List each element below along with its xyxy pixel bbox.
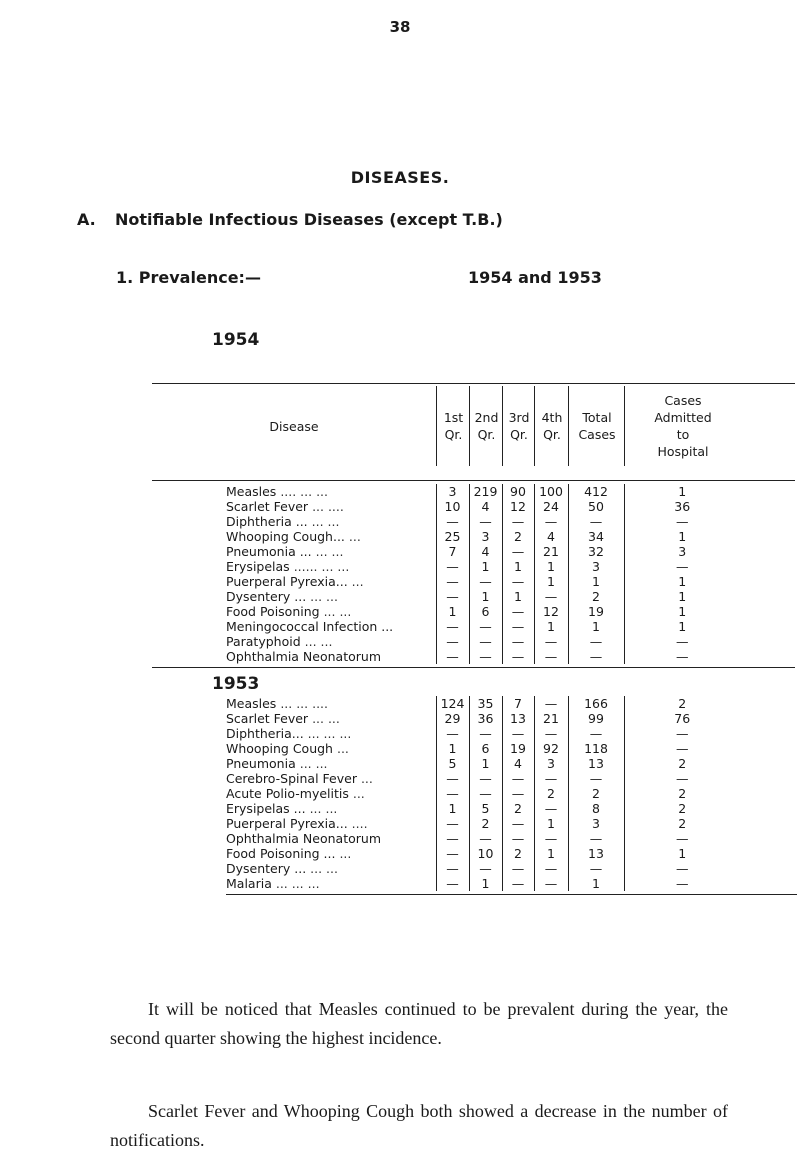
leader-dots: .... ... ... <box>280 484 328 499</box>
q3-cell: — <box>502 604 534 619</box>
disease-name: Measles <box>226 484 277 499</box>
leader-dots: ... ... <box>310 589 338 604</box>
disease-name: Whooping Cough... <box>226 529 345 544</box>
table-row <box>226 831 740 846</box>
leader-dots: ... ... .... <box>280 696 328 711</box>
q1-cell: — <box>436 574 469 589</box>
disease-name: Measles <box>226 696 277 711</box>
disease-cell <box>226 711 436 726</box>
total-cell: 19 <box>568 604 624 619</box>
hospital-cell: 2 <box>624 696 740 711</box>
q1-cell: — <box>436 649 469 664</box>
paragraph-decrease-text: Scarlet Fever and Whooping Cough both showed a decrease in the number of notifications. <box>110 1101 728 1150</box>
leader-dots: ... ... ... <box>307 726 352 741</box>
q3-cell: 1 <box>502 559 534 574</box>
table-1953 <box>226 696 740 891</box>
disease-cell <box>226 846 436 861</box>
leader-dots: .... <box>351 816 368 831</box>
year-heading-1953: 1953 <box>212 674 260 694</box>
hospital-cell: — <box>624 634 740 649</box>
q3-cell: — <box>502 544 534 559</box>
leader-dots: ... ... <box>304 634 333 649</box>
q2-cell: 1 <box>469 876 502 891</box>
disease-name: Puerperal Pyrexia... <box>226 574 348 589</box>
disease-name: Cerebro-Spinal Fever <box>226 771 357 786</box>
disease-name: Dysentery ... <box>226 589 307 604</box>
total-cell: — <box>568 861 624 876</box>
q4-cell: 21 <box>534 544 568 559</box>
header-top-rule <box>152 383 795 384</box>
q1-cell: — <box>436 846 469 861</box>
q3-cell: — <box>502 649 534 664</box>
leader-dots: ... ... <box>312 711 340 726</box>
leader-dots: ... ... ... <box>275 876 320 891</box>
disease-cell <box>226 589 436 604</box>
q3-cell: — <box>502 876 534 891</box>
total-cell: 3 <box>568 559 624 574</box>
total-cell: 32 <box>568 544 624 559</box>
disease-name: Diphtheria ... <box>226 514 308 529</box>
disease-name: Pneumonia <box>226 756 296 771</box>
q1-cell: — <box>436 831 469 846</box>
hospital-cell: 76 <box>624 711 740 726</box>
table-row <box>226 816 740 831</box>
table-row <box>226 861 740 876</box>
leader-dots: ... ... <box>309 801 338 816</box>
total-cell: — <box>568 634 624 649</box>
total-cell: 2 <box>568 589 624 604</box>
q4-cell: — <box>534 876 568 891</box>
total-cell: — <box>568 514 624 529</box>
total-cell: 118 <box>568 741 624 756</box>
column-header-hospital-line1: Cases <box>664 393 702 408</box>
q2-cell: 219 <box>469 484 502 499</box>
q3-cell: — <box>502 619 534 634</box>
total-cell: 8 <box>568 801 624 816</box>
column-header-q2-line1: 2nd <box>474 410 499 425</box>
disease-name: Erysipelas ... <box>226 801 306 816</box>
q4-cell: — <box>534 589 568 604</box>
q2-cell: — <box>469 649 502 664</box>
column-header-q2 <box>469 386 503 466</box>
table-row <box>226 634 740 649</box>
leader-dots: ... <box>352 786 365 801</box>
table-row <box>226 604 740 619</box>
leader-dots: ... <box>339 846 352 861</box>
header-bottom-rule <box>152 480 795 481</box>
q2-cell: 1 <box>469 559 502 574</box>
hospital-cell: — <box>624 771 740 786</box>
column-header-q1-line1: 1st <box>443 410 464 425</box>
q2-cell: — <box>469 786 502 801</box>
disease-cell <box>226 649 436 664</box>
disease-cell <box>226 499 436 514</box>
q2-cell: — <box>469 514 502 529</box>
total-cell: 13 <box>568 756 624 771</box>
q3-cell: — <box>502 634 534 649</box>
q4-cell: 1 <box>534 816 568 831</box>
q2-cell: — <box>469 574 502 589</box>
q3-cell: 2 <box>502 846 534 861</box>
disease-name: Paratyphoid <box>226 634 301 649</box>
q4-cell: — <box>534 649 568 664</box>
hospital-cell: 1 <box>624 574 740 589</box>
disease-name: Puerperal Pyrexia... <box>226 816 348 831</box>
q1-cell: — <box>436 589 469 604</box>
leader-dots: ... ... <box>310 861 338 876</box>
q1-cell: — <box>436 816 469 831</box>
column-header-q2-line2: Qr. <box>477 427 496 442</box>
table-row <box>226 529 740 544</box>
q4-cell: 12 <box>534 604 568 619</box>
table-row <box>226 756 740 771</box>
q2-cell: 6 <box>469 741 502 756</box>
section-letter: A. <box>77 210 96 229</box>
table-row <box>226 786 740 801</box>
q4-cell: — <box>534 696 568 711</box>
q2-cell: 36 <box>469 711 502 726</box>
q4-cell: — <box>534 861 568 876</box>
table-1954-bottom-rule <box>152 667 795 668</box>
table-row <box>226 589 740 604</box>
q1-cell: 124 <box>436 696 469 711</box>
disease-name: Acute Polio-myelitis <box>226 786 349 801</box>
q2-cell: 35 <box>469 696 502 711</box>
q1-cell: 10 <box>436 499 469 514</box>
q4-cell: — <box>534 514 568 529</box>
q4-cell: 21 <box>534 711 568 726</box>
q4-cell: — <box>534 831 568 846</box>
disease-cell <box>226 741 436 756</box>
hospital-cell: 1 <box>624 619 740 634</box>
disease-cell <box>226 756 436 771</box>
q1-cell: 3 <box>436 484 469 499</box>
disease-name: Pneumonia ... <box>226 544 312 559</box>
q2-cell: 1 <box>469 589 502 604</box>
column-header-hospital <box>624 386 741 466</box>
column-header-disease-label: Disease <box>269 418 319 434</box>
total-cell: 13 <box>568 846 624 861</box>
q4-cell: 1 <box>534 559 568 574</box>
disease-name: Dysentery ... <box>226 861 307 876</box>
hospital-cell: 2 <box>624 801 740 816</box>
prevalence-label: 1. Prevalence:— <box>116 268 261 287</box>
q4-cell: 1 <box>534 846 568 861</box>
disease-cell <box>226 514 436 529</box>
table-row <box>226 846 740 861</box>
column-header-total <box>568 386 625 466</box>
q3-cell: — <box>502 786 534 801</box>
disease-cell <box>226 559 436 574</box>
section-heading <box>77 210 503 229</box>
leader-dots: ... ... <box>311 514 340 529</box>
leader-dots: ... <box>351 574 364 589</box>
q3-cell: 90 <box>502 484 534 499</box>
q1-cell: 7 <box>436 544 469 559</box>
total-cell: — <box>568 649 624 664</box>
paragraph-measles <box>110 995 728 1053</box>
hospital-cell: 2 <box>624 756 740 771</box>
table-row <box>226 726 740 741</box>
column-header-q4-line1: 4th <box>541 410 563 425</box>
q3-cell: — <box>502 816 534 831</box>
hospital-cell: 2 <box>624 816 740 831</box>
q1-cell: — <box>436 634 469 649</box>
q4-cell: 24 <box>534 499 568 514</box>
column-header-hospital-line4: Hospital <box>657 444 709 459</box>
q4-cell: 3 <box>534 756 568 771</box>
q4-cell: 1 <box>534 574 568 589</box>
q2-cell: 1 <box>469 756 502 771</box>
q1-cell: — <box>436 726 469 741</box>
leader-dots: ...... ... ... <box>293 559 350 574</box>
prevalence-years: 1954 and 1953 <box>468 268 602 287</box>
q3-cell: — <box>502 771 534 786</box>
hospital-cell: 1 <box>624 846 740 861</box>
disease-name: Meningococcal Infection ... <box>226 619 394 634</box>
disease-name: Food Poisoning <box>226 604 320 619</box>
q3-cell: 19 <box>502 741 534 756</box>
q3-cell: — <box>502 726 534 741</box>
q3-cell: — <box>502 514 534 529</box>
q4-cell: — <box>534 634 568 649</box>
q1-cell: — <box>436 876 469 891</box>
hospital-cell: — <box>624 861 740 876</box>
disease-cell <box>226 619 436 634</box>
q1-cell: 25 <box>436 529 469 544</box>
disease-cell <box>226 816 436 831</box>
disease-name: Food Poisoning ... <box>226 846 336 861</box>
paragraph-measles-text: It will be noticed that Measles continued to be prevalent during the year, the second quarter showing the highest incidence. <box>110 999 728 1048</box>
total-cell: 50 <box>568 499 624 514</box>
hospital-cell: 36 <box>624 499 740 514</box>
q4-cell: 1 <box>534 619 568 634</box>
q2-cell: 3 <box>469 529 502 544</box>
disease-cell <box>226 726 436 741</box>
q1-cell: — <box>436 514 469 529</box>
disease-cell <box>226 861 436 876</box>
q4-cell: — <box>534 801 568 816</box>
leader-dots: ... <box>360 771 373 786</box>
hospital-cell: — <box>624 559 740 574</box>
table-1954 <box>226 484 740 664</box>
disease-cell <box>226 696 436 711</box>
column-header-q1-line2: Qr. <box>444 427 463 442</box>
column-header-q3-line2: Qr. <box>510 427 528 442</box>
leader-dots: ... <box>348 529 361 544</box>
q1-cell: 29 <box>436 711 469 726</box>
table-row <box>226 499 740 514</box>
q3-cell: — <box>502 574 534 589</box>
q2-cell: — <box>469 861 502 876</box>
page-title: DISEASES. <box>350 168 450 187</box>
q3-cell: 7 <box>502 696 534 711</box>
q2-cell: — <box>469 771 502 786</box>
table-row <box>226 559 740 574</box>
column-header-q4 <box>534 386 569 466</box>
leader-dots: ... <box>336 741 349 756</box>
leader-dots: ... ... <box>323 604 352 619</box>
q3-cell: — <box>502 831 534 846</box>
disease-cell <box>226 604 436 619</box>
leader-dots: ... ... <box>299 756 328 771</box>
q3-cell: 12 <box>502 499 534 514</box>
total-cell: 1 <box>568 619 624 634</box>
table-row <box>226 711 740 726</box>
disease-cell <box>226 876 436 891</box>
disease-name: Malaria <box>226 876 272 891</box>
q3-cell: — <box>502 861 534 876</box>
column-header-q3-line1: 3rd <box>508 410 530 425</box>
q2-cell: 5 <box>469 801 502 816</box>
paragraph-decrease <box>110 1097 728 1155</box>
column-header-q1 <box>436 386 470 466</box>
table-row <box>226 771 740 786</box>
hospital-cell: 1 <box>624 484 740 499</box>
q2-cell: — <box>469 726 502 741</box>
table-row <box>226 741 740 756</box>
hospital-cell: 1 <box>624 604 740 619</box>
total-cell: 99 <box>568 711 624 726</box>
leader-dots: ... .... <box>312 499 344 514</box>
hospital-cell: 1 <box>624 589 740 604</box>
total-cell: 166 <box>568 696 624 711</box>
disease-cell <box>226 786 436 801</box>
disease-cell <box>226 544 436 559</box>
disease-name: Ophthalmia Neonatorum <box>226 831 381 846</box>
column-header-disease <box>152 386 436 466</box>
q4-cell: 92 <box>534 741 568 756</box>
hospital-cell: — <box>624 876 740 891</box>
q2-cell: 2 <box>469 816 502 831</box>
table-row <box>226 619 740 634</box>
q1-cell: 5 <box>436 756 469 771</box>
table-row <box>226 649 740 664</box>
q1-cell: — <box>436 559 469 574</box>
table-row <box>226 876 740 891</box>
table-row <box>226 574 740 589</box>
year-heading-1954: 1954 <box>212 330 260 350</box>
column-header-q4-line2: Qr. <box>543 427 561 442</box>
q2-cell: 10 <box>469 846 502 861</box>
table-row <box>226 484 740 499</box>
disease-name: Scarlet Fever <box>226 711 309 726</box>
column-header-total-line2: Cases <box>578 427 616 442</box>
hospital-cell: — <box>624 831 740 846</box>
q1-cell: 1 <box>436 741 469 756</box>
q2-cell: — <box>469 634 502 649</box>
table-row <box>226 696 740 711</box>
q2-cell: — <box>469 619 502 634</box>
q1-cell: — <box>436 786 469 801</box>
q3-cell: 1 <box>502 589 534 604</box>
prevalence-heading <box>116 268 602 287</box>
q3-cell: 2 <box>502 529 534 544</box>
page-number: 38 <box>389 18 411 36</box>
total-cell: 34 <box>568 529 624 544</box>
disease-name: Whooping Cough <box>226 741 333 756</box>
hospital-cell: — <box>624 741 740 756</box>
q1-cell: — <box>436 619 469 634</box>
q1-cell: 1 <box>436 604 469 619</box>
q3-cell: 13 <box>502 711 534 726</box>
table-row <box>226 801 740 816</box>
disease-cell <box>226 529 436 544</box>
disease-name: Erysipelas <box>226 559 290 574</box>
q2-cell: 4 <box>469 544 502 559</box>
table-1953-bottom-rule <box>226 894 797 895</box>
table-row <box>226 544 740 559</box>
column-header-total-line1: Total <box>582 410 612 425</box>
disease-name: Ophthalmia Neonatorum <box>226 649 381 664</box>
disease-cell <box>226 771 436 786</box>
q4-cell: 100 <box>534 484 568 499</box>
q4-cell: — <box>534 726 568 741</box>
q3-cell: 2 <box>502 801 534 816</box>
disease-cell <box>226 574 436 589</box>
total-cell: — <box>568 831 624 846</box>
total-cell: 412 <box>568 484 624 499</box>
hospital-cell: 2 <box>624 786 740 801</box>
q4-cell: — <box>534 771 568 786</box>
total-cell: — <box>568 771 624 786</box>
disease-name: Scarlet Fever <box>226 499 309 514</box>
q1-cell: 1 <box>436 801 469 816</box>
disease-cell <box>226 801 436 816</box>
q3-cell: 4 <box>502 756 534 771</box>
column-header-q3 <box>502 386 535 466</box>
q2-cell: 4 <box>469 499 502 514</box>
total-cell: 1 <box>568 876 624 891</box>
total-cell: — <box>568 726 624 741</box>
q4-cell: 2 <box>534 786 568 801</box>
hospital-cell: — <box>624 649 740 664</box>
hospital-cell: — <box>624 514 740 529</box>
total-cell: 2 <box>568 786 624 801</box>
q2-cell: 6 <box>469 604 502 619</box>
column-header-hospital-line2: Admitted <box>654 410 712 425</box>
q1-cell: — <box>436 861 469 876</box>
disease-name: Diphtheria... <box>226 726 304 741</box>
column-header-hospital-line3: to <box>676 427 690 442</box>
q2-cell: — <box>469 831 502 846</box>
total-cell: 3 <box>568 816 624 831</box>
section-title: Notifiable Infectious Diseases (except T.B.) <box>115 210 503 229</box>
leader-dots: ... ... <box>315 544 344 559</box>
hospital-cell: 1 <box>624 529 740 544</box>
hospital-cell: — <box>624 726 740 741</box>
total-cell: 1 <box>568 574 624 589</box>
q4-cell: 4 <box>534 529 568 544</box>
disease-cell <box>226 634 436 649</box>
table-row <box>226 514 740 529</box>
q1-cell: — <box>436 771 469 786</box>
disease-cell <box>226 831 436 846</box>
disease-cell <box>226 484 436 499</box>
hospital-cell: 3 <box>624 544 740 559</box>
